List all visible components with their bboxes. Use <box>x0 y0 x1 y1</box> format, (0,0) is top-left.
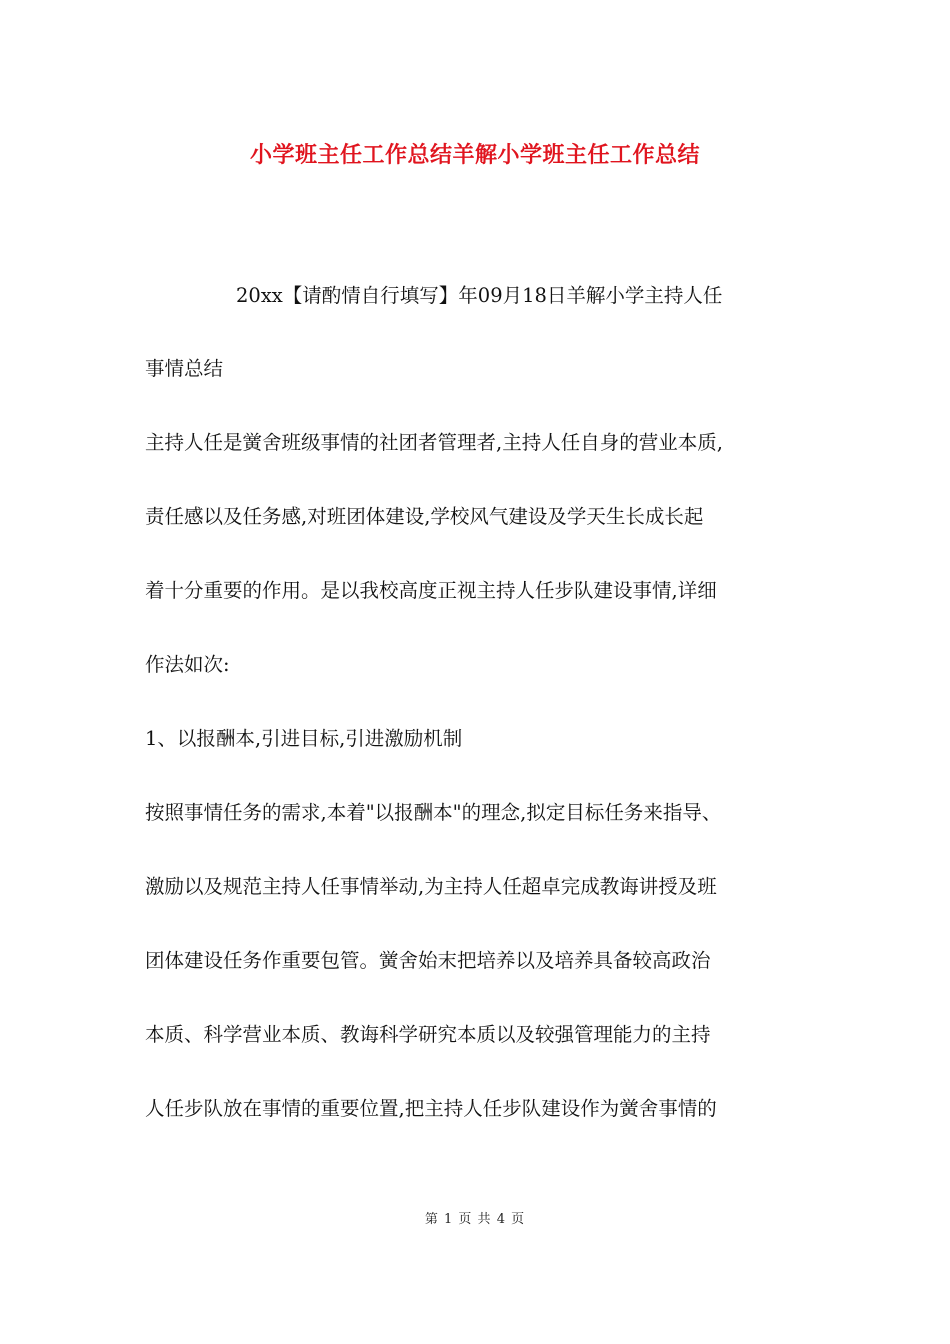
body-line: 团体建设任务作重要包管。黉舍始末把培养以及培养具备较高政治 <box>145 949 711 972</box>
body-line: 人任步队放在事情的重要位置,把主持人任步队建设作为黉舍事情的 <box>145 1097 717 1120</box>
body-line: 主持人任是黉舍班级事情的社团者管理者,主持人任自身的营业本质, <box>145 431 723 454</box>
body-line: 着十分重要的作用。是以我校高度正视主持人任步队建设事情,详细 <box>145 579 717 602</box>
document-title: 小学班主任工作总结羊解小学班主任工作总结 <box>249 142 700 168</box>
body-line: 事情总结 <box>145 357 224 380</box>
body-line: 激励以及规范主持人任事情举动,为主持人任超卓完成教诲讲授及班 <box>145 875 717 898</box>
body-line: 作法如次: <box>145 653 230 676</box>
body-line: 本质、科学营业本质、教诲科学研究本质以及较强管理能力的主持 <box>145 1023 711 1046</box>
body-line: 责任感以及任务感,对班团体建设,学校风气建设及学天生长成长起 <box>145 505 704 528</box>
section-heading: 1、以报酬本,引进目标,引进激励机制 <box>145 727 463 750</box>
body-line: 20xx【请酌情自行填写】年09月18日羊解小学主持人任 <box>236 284 723 307</box>
body-line: 按照事情任务的需求,本着"以报酬本"的理念,拟定目标任务来指导、 <box>145 801 722 824</box>
page-number: 第 1 页 共 4 页 <box>424 1212 526 1227</box>
